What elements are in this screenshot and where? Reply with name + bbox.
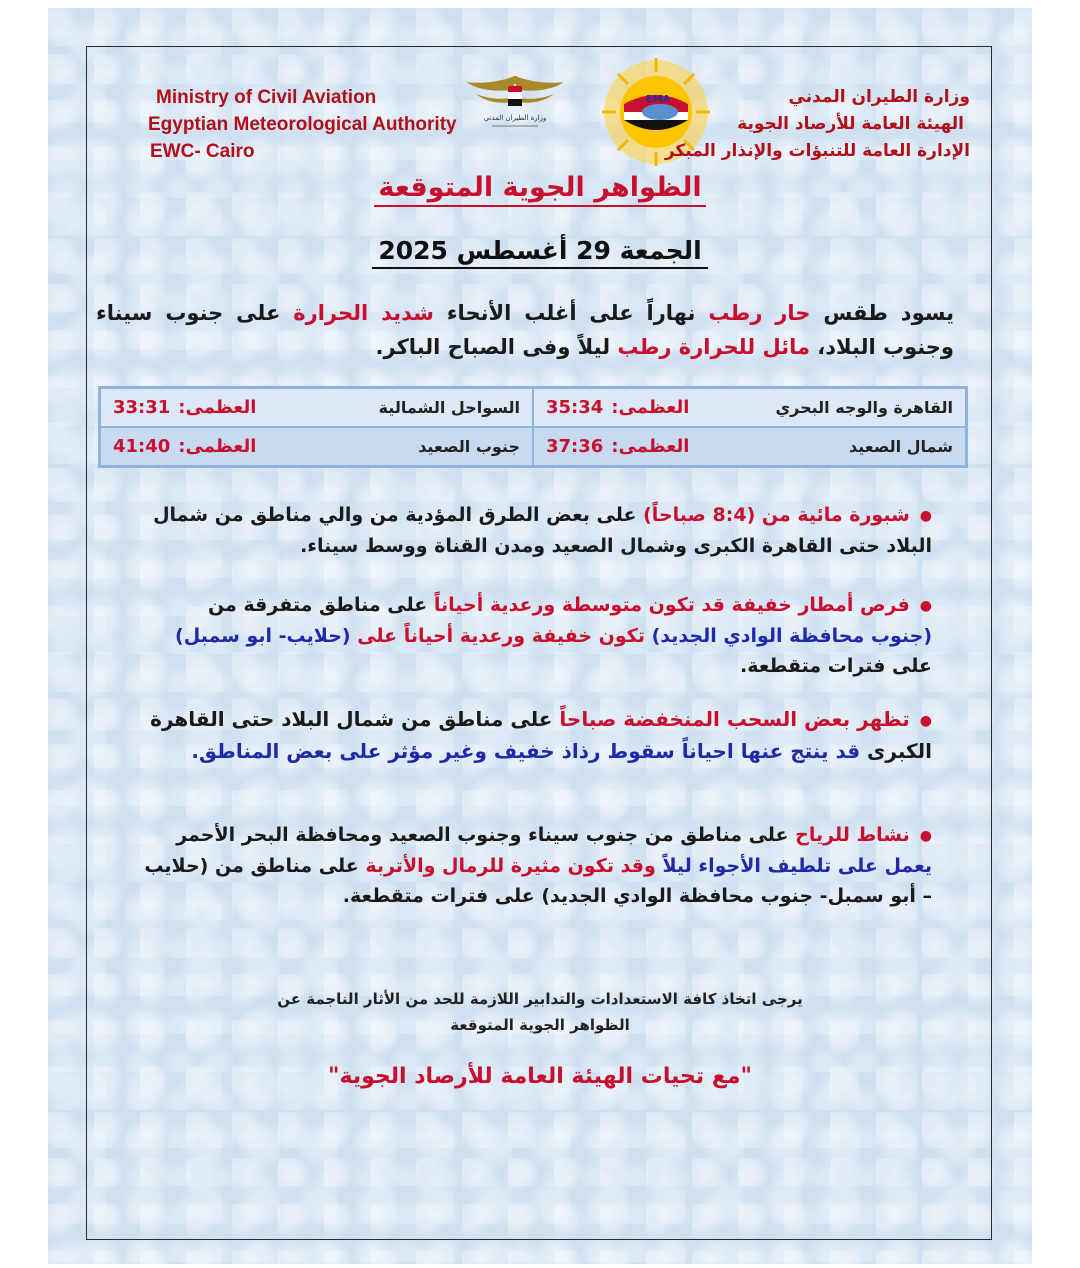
intro-paragraph — [96, 296, 954, 364]
bullet-highlight: تكون خفيفة ورعدية أحياناً على — [350, 624, 652, 647]
temp-max-value: 33:31 — [113, 397, 171, 418]
advisory-note — [200, 986, 880, 1038]
bullet-text: على مناطق من (حلايب – أبو سمبل- جنوب محافظة الوادي الجديد) على فترات متقطعة. — [144, 854, 932, 907]
bullet-dot-icon: ● — [919, 507, 932, 524]
intro-part: يسود طقس — [810, 301, 954, 325]
bullet-region: (جنوب محافظة الوادي الجديد) — [651, 624, 932, 647]
bullet-highlight: فرص أمطار خفيفة قد تكون متوسطة ورعدية أحياناً — [433, 594, 910, 616]
temp-region: القاهرة والوجه البحري — [775, 398, 953, 417]
intro-highlight: حار رطب — [708, 301, 811, 325]
advisory-note-line1: يرجى اتخاذ كافة الاستعدادات والتدابير اللازمة للحد من الأثار الناجمة عن — [277, 990, 803, 1008]
intro-part: نهاراً على أغلب الأنحاء — [433, 301, 709, 325]
temp-cell — [100, 427, 533, 466]
header-ar-authority: الهيئة العامة للأرصاد الجوية — [737, 114, 964, 134]
bullet-text: على مناطق من شمال البلاد حتى القاهرة الكبرى — [150, 707, 932, 763]
temp-max-label: العظمى: — [611, 436, 690, 457]
header-en-ministry: Ministry of Civil Aviation — [156, 87, 377, 108]
temp-max-value: 37:36 — [546, 436, 604, 457]
temperature-table — [98, 386, 968, 468]
header-ar-center: الإدارة العامة للتنبؤات والإنذار المبكر — [664, 141, 970, 161]
header-english — [148, 84, 508, 165]
bullet-blue-text: قد ينتج عنها احياناً سقوط رذاذ خفيف وغير مؤثر على بعض المناطق. — [191, 738, 861, 763]
forecast-date — [0, 236, 1080, 265]
temp-max-label: العظمى: — [178, 436, 257, 457]
bullet-dot-icon: ● — [919, 827, 932, 844]
temp-region: السواحل الشمالية — [378, 398, 520, 417]
bullet-fog — [118, 500, 932, 561]
temp-max-value: 41:40 — [113, 436, 171, 457]
bullet-low-clouds — [118, 704, 932, 766]
header-en-authority: Egyptian Meteorological Authority — [148, 114, 457, 135]
intro-part: على جنوب سيناء وجنوب البلاد، — [96, 301, 954, 359]
page-title-text: الظواهر الجوية المتوقعة — [374, 172, 705, 207]
advisory-note-line2: الظواهر الجوية المتوقعة — [450, 1016, 630, 1034]
intro-highlight: شديد الحرارة — [293, 301, 434, 325]
bullet-text: على فترات متقطعة. — [740, 654, 932, 677]
bullet-blue-text: يعمل على تلطيف الأجواء ليلاً — [662, 854, 932, 877]
ema-logo-text: EMA — [645, 94, 671, 105]
bullet-highlight: وقد تكون مثيرة للرمال والأتربة — [365, 854, 663, 877]
bullet-text: على مناطق من جنوب سيناء وجنوب الصعيد ومحافظة البحر الأحمر — [176, 824, 796, 846]
bullet-text: على مناطق متفرقة من — [207, 594, 434, 616]
temp-region: جنوب الصعيد — [418, 437, 520, 456]
temp-cell — [100, 388, 533, 427]
ministry-logo-caption: وزارة الطيران المدني — [483, 114, 547, 122]
temp-cell — [533, 388, 966, 427]
bullet-dot-icon: ● — [919, 597, 932, 614]
intro-highlight: مائل للحرارة رطب — [617, 335, 810, 359]
bullet-highlight: نشاط للرياح — [795, 824, 910, 846]
bullet-text: على بعض الطرق المؤدية من والي مناطق من شمال البلاد حتى القاهرة الكبرى وشمال الصعيد ومدن القناة ووسط سيناء. — [153, 504, 932, 557]
bullet-highlight: شبورة مائية من (8:4 صباحاً) — [643, 504, 910, 526]
bullet-dot-icon: ● — [919, 712, 932, 729]
intro-part: ليلاً وفى الصباح الباكر. — [375, 335, 618, 359]
temp-max-label: العظمى: — [178, 397, 257, 418]
bullet-highlight: تظهر بعض السحب المنخفضة صباحاً — [559, 707, 910, 731]
bullet-rain — [150, 590, 932, 681]
bullet-winds — [130, 820, 932, 911]
header-ar-ministry: وزارة الطيران المدني — [788, 87, 970, 107]
closing-greeting: "مع تحيات الهيئة العامة للأرصاد الجوية" — [328, 1064, 752, 1089]
page-title — [0, 172, 1080, 203]
temp-cell — [533, 427, 966, 466]
ministry-logo — [462, 68, 568, 136]
temp-region: شمال الصعيد — [849, 437, 953, 456]
forecast-date-text: الجمعة 29 أغسطس 2025 — [372, 236, 707, 269]
header-en-center: EWC- Cairo — [150, 141, 255, 162]
temp-max-value: 35:34 — [546, 397, 604, 418]
temp-max-label: العظمى: — [611, 397, 690, 418]
bullet-region: (حلايب- ابو سمبل) — [175, 624, 351, 647]
header-arabic — [650, 84, 970, 165]
